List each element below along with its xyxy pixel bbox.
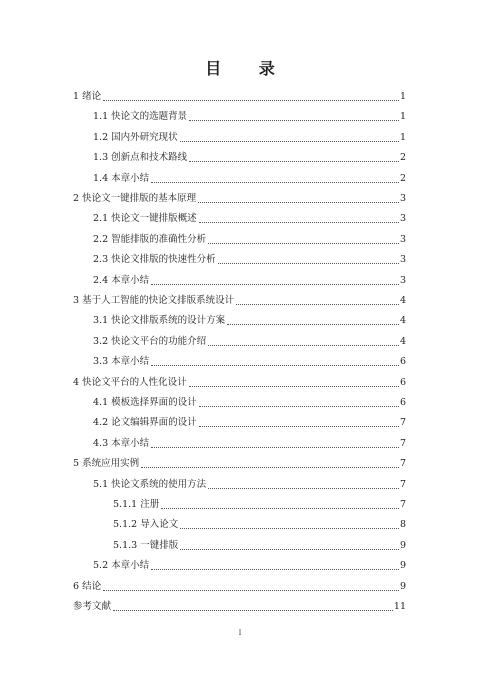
toc-entry-label: 5.1.3 一键排版	[113, 539, 179, 551]
toc-entry[interactable]	[93, 437, 406, 451]
toc-entry-page: 7	[399, 478, 406, 490]
toc-entry[interactable]	[73, 376, 406, 390]
toc-entry[interactable]	[73, 90, 406, 104]
toc-entry-page: 4	[399, 295, 406, 306]
toc-entry-page: 11	[393, 601, 406, 612]
toc-leader-dots	[180, 141, 399, 142]
toc-leader-dots	[189, 161, 399, 162]
toc-entry[interactable]	[93, 274, 406, 288]
toc-entry-label: 5.1.2 导入论文	[113, 519, 179, 531]
toc-entry-page: 3	[399, 233, 406, 245]
toc-entry-page: 8	[399, 519, 406, 531]
toc-entry[interactable]	[93, 335, 406, 349]
toc-entry-label: 3.2 快论文平台的功能介绍	[93, 335, 207, 347]
toc-leader-dots	[208, 345, 399, 346]
toc-leader-dots	[151, 182, 399, 183]
toc-entry-label: 2.3 快论文排版的快速性分析	[93, 254, 216, 266]
toc-entry-label: 5.1.1 注册	[113, 499, 160, 510]
toc-entry-label: 5 系统应用实例	[73, 458, 140, 470]
toc-entry-page: 7	[399, 499, 406, 510]
toc-entry-page: 7	[399, 417, 406, 429]
toc-leader-dots	[113, 610, 393, 611]
toc-entry-label: 2.1 快论文一键排版概述	[93, 213, 197, 225]
toc-entry-page: 6	[399, 397, 406, 408]
toc-leader-dots	[189, 386, 399, 387]
toc-entry-label: 2 快论文一键排版的基本原理	[73, 193, 197, 204]
toc-leader-dots	[151, 284, 399, 285]
toc-entry[interactable]	[93, 233, 406, 247]
toc-leader-dots	[180, 528, 399, 529]
toc-entry-page: 7	[399, 458, 406, 470]
toc-leader-dots	[236, 304, 399, 305]
toc-entry-label: 1.3 创新点和技术路线	[93, 152, 188, 164]
toc-entry-label: 4 快论文平台的人性化设计	[73, 376, 187, 388]
toc-leader-dots	[199, 222, 399, 223]
toc-leader-dots	[103, 100, 399, 101]
toc-entry[interactable]	[73, 580, 406, 594]
toc-entry-label: 4.1 模板选择界面的设计	[93, 397, 197, 408]
toc-leader-dots	[151, 365, 399, 366]
toc-entry-page: 6	[399, 356, 406, 368]
toc-entry-page: 1	[399, 131, 406, 143]
toc-entry-label: 3 基于人工智能的快论文排版系统设计	[73, 295, 235, 306]
toc-leader-dots	[189, 120, 399, 121]
toc-entry-label: 1.1 快论文的选题背景	[93, 111, 188, 123]
toc-entry-page: 9	[399, 580, 406, 592]
toc-leader-dots	[198, 202, 399, 203]
toc-entry[interactable]	[93, 559, 406, 573]
toc-entry[interactable]	[93, 253, 406, 267]
toc-entry-page: 2	[399, 152, 406, 164]
toc-entry[interactable]	[93, 396, 406, 410]
toc-entry-label: 1 绪论	[73, 91, 102, 102]
toc-entry[interactable]	[113, 539, 406, 553]
toc-entry-label: 4.2 论文编辑界面的设计	[93, 417, 197, 429]
toc-entry-page: 4	[399, 315, 406, 327]
toc-entry-label: 2.4 本章小结	[93, 274, 150, 286]
toc-entry-label: 6 结论	[73, 580, 102, 592]
toc-leader-dots	[180, 549, 399, 550]
toc-leader-dots	[208, 488, 399, 489]
toc-entry[interactable]	[73, 192, 406, 206]
toc-entry-page: 1	[399, 111, 406, 123]
toc-entry[interactable]	[93, 478, 406, 492]
toc-entry[interactable]	[113, 498, 406, 512]
toc-entry-label: 参考文献	[73, 601, 112, 612]
toc-entry-page: 3	[399, 274, 406, 286]
toc-leader-dots	[151, 569, 399, 570]
toc-entry-page: 1	[399, 91, 406, 102]
toc-entry-page: 3	[399, 213, 406, 225]
toc-entry[interactable]	[73, 600, 406, 614]
toc-entry[interactable]	[73, 294, 406, 308]
toc-title: 目 录	[205, 59, 291, 78]
toc-entry[interactable]	[73, 457, 406, 471]
toc-entry-page: 3	[399, 193, 406, 204]
toc-entry[interactable]	[93, 212, 406, 226]
toc-leader-dots	[227, 324, 399, 325]
toc-entry-page: 3	[399, 254, 406, 266]
toc-leader-dots	[199, 406, 399, 407]
toc-leader-dots	[218, 263, 399, 264]
toc-entry-label: 1.2 国内外研究现状	[93, 131, 178, 143]
toc-leader-dots	[208, 243, 399, 244]
toc-leader-dots	[103, 590, 399, 591]
toc-entry[interactable]	[93, 355, 406, 369]
toc-entry-page: 9	[399, 539, 406, 551]
toc-entry-label: 5.2 本章小结	[93, 560, 150, 572]
page-number: I	[238, 629, 242, 637]
toc-entry[interactable]	[93, 131, 406, 145]
toc-entry-page: 2	[399, 172, 406, 184]
toc-entry-page: 7	[399, 437, 406, 449]
toc-entry[interactable]	[93, 110, 406, 124]
toc-entry[interactable]	[93, 172, 406, 186]
toc-entry[interactable]	[93, 314, 406, 328]
toc-entry[interactable]	[93, 151, 406, 165]
toc-leader-dots	[161, 508, 399, 509]
toc-entry-label: 3.3 本章小结	[93, 356, 150, 368]
toc-entry-page: 9	[399, 560, 406, 572]
toc-entry-label: 4.3 本章小结	[93, 437, 150, 449]
toc-entry[interactable]	[113, 518, 406, 532]
toc-entry-page: 4	[399, 335, 406, 347]
toc-entry-label: 2.2 智能排版的准确性分析	[93, 233, 207, 245]
toc-leader-dots	[199, 426, 399, 427]
toc-entry-page: 6	[399, 376, 406, 388]
toc-entry-label: 1.4 本章小结	[93, 172, 150, 184]
toc-leader-dots	[141, 467, 399, 468]
toc-entry-label: 3.1 快论文排版系统的设计方案	[93, 315, 226, 327]
toc-entry-label: 5.1 快论文系统的使用方法	[93, 478, 207, 490]
toc-leader-dots	[151, 447, 399, 448]
toc-entry[interactable]	[93, 416, 406, 430]
